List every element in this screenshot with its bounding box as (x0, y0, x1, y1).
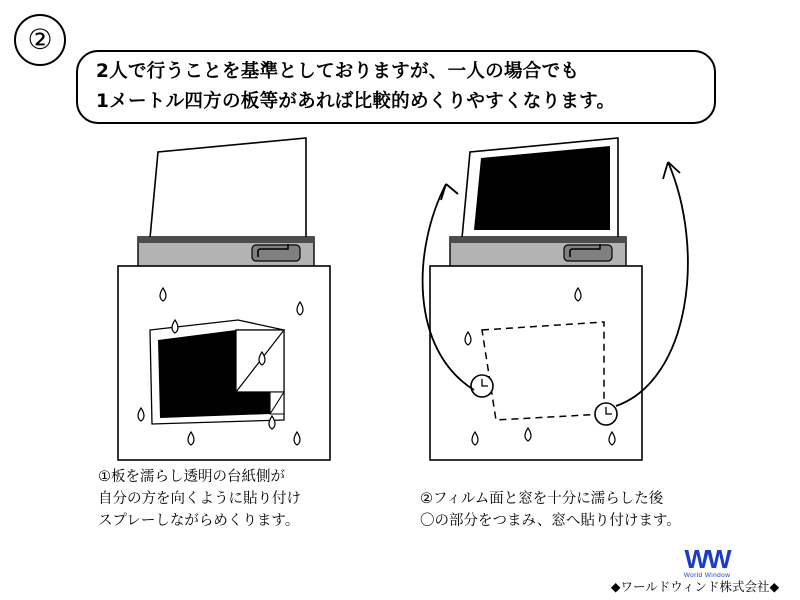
instruction-line-2: 1メートル四方の板等があれば比較的めくりやすくなります。 (96, 91, 616, 112)
left-caption-line-3: スプレーしながらめくります。 (98, 513, 300, 529)
right-caption-line-1: ②フィルム面と窓を十分に濡らした後 (420, 491, 664, 507)
left-caption (98, 466, 301, 532)
left-door-weatherstrip (138, 237, 314, 243)
right-figure-group (423, 138, 688, 460)
arrow-left-head (441, 184, 458, 200)
brand-logo (672, 544, 742, 579)
instruction-line-1: 2人で行うことを基準としておりますが、一人の場合でも (96, 61, 580, 82)
left-figure-group (118, 138, 330, 460)
right-board-rect (430, 266, 642, 460)
left-car-door (138, 138, 314, 267)
right-door-weatherstrip (450, 237, 626, 243)
right-board-panel (430, 266, 642, 460)
left-window-glass (150, 138, 306, 238)
brand-logo-subtext: World Window (683, 572, 731, 579)
right-caption-line-2: 〇の部分をつまみ、窓へ貼り付けます。 (420, 513, 681, 529)
right-caption (420, 488, 681, 532)
brand-logo-text: WW (684, 544, 730, 574)
step-number-label: ② (27, 23, 53, 56)
left-caption-line-2: 自分の方を向くように貼り付け (98, 491, 301, 507)
left-door-handle (252, 244, 300, 261)
right-door-handle (564, 244, 612, 261)
left-board-panel (118, 266, 330, 460)
right-window-film (474, 146, 610, 230)
right-car-door (450, 138, 626, 267)
left-caption-line-1: ①板を濡らし透明の台紙側が (98, 469, 285, 485)
company-name: ◆ワールドウィンド株式会社◆ (610, 579, 780, 594)
